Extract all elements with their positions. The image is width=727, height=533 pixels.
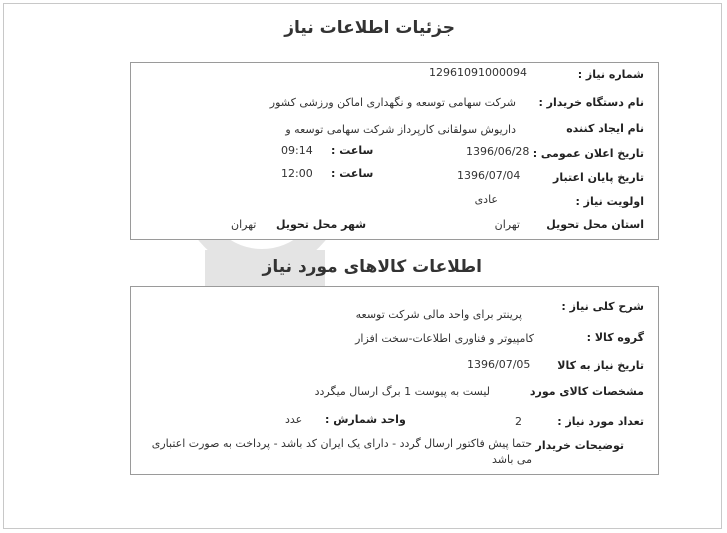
quantity-label: تعداد مورد نیاز : — [557, 415, 644, 428]
description-value: پرینتر برای واحد مالی شرکت توسعه — [355, 308, 522, 321]
group-label: گروه کالا : — [586, 331, 644, 344]
buyer-label: نام دستگاه خریدار : — [538, 96, 644, 109]
province-label: استان محل تحویل — [546, 218, 644, 231]
announce-time-label: ساعت : — [331, 144, 374, 157]
unit-value: عدد — [285, 413, 303, 426]
need-date-value: 1396/07/05 — [467, 358, 531, 371]
specs-value: لیست به پیوست 1 برگ ارسال میگردد — [314, 385, 490, 398]
city-label: شهر محل تحویل — [276, 218, 367, 231]
goods-details-box — [130, 286, 659, 475]
announce-time-value: 09:14 — [281, 144, 313, 157]
need-details-box — [130, 62, 659, 240]
buyer-notes-line1: حتما پیش فاکتور ارسال گردد - دارای یک ایران کد باشد - پرداخت به صورت اعتباری — [151, 437, 532, 450]
description-label: شرح کلی نیاز : — [561, 300, 644, 313]
quantity-value: 2 — [515, 415, 522, 428]
creator-value: داریوش سولقانی کارپرداز شرکت سهامی توسعه و — [285, 123, 516, 136]
unit-label: واحد شمارش : — [325, 413, 406, 426]
deadline-time-label: ساعت : — [331, 167, 374, 180]
deadline-time-value: 12:00 — [281, 167, 313, 180]
deadline-date-label: تاریخ پایان اعتبار — [553, 171, 644, 184]
need-number-value: 12961091000094 — [429, 66, 527, 79]
need-number-label: شماره نیاز : — [577, 68, 644, 81]
page-title: جزئیات اطلاعات نیاز — [284, 18, 455, 38]
city-value: تهران — [231, 218, 257, 231]
specs-label: مشخصات کالای مورد — [529, 385, 644, 398]
buyer-notes-label: توضیحات خریدار — [535, 439, 624, 452]
buyer-value: شرکت سهامی توسعه و نگهداری اماکن ورزشی کشور — [269, 96, 516, 109]
need-date-label: تاریخ نیاز به کالا — [557, 359, 644, 372]
province-value: تهران — [494, 218, 520, 231]
priority-value: عادی — [474, 193, 498, 206]
priority-label: اولویت نیاز : — [575, 195, 644, 208]
creator-label: نام ایجاد کننده — [566, 122, 644, 135]
goods-section-title: اطلاعات کالاهای مورد نیاز — [262, 257, 482, 277]
group-value: کامپیوتر و فناوری اطلاعات-سخت افزار — [355, 332, 534, 345]
announce-date-label: تاریخ اعلان عمومی : — [532, 147, 644, 160]
deadline-date-value: 1396/07/04 — [457, 169, 521, 182]
buyer-notes-line2: می باشد — [492, 453, 532, 466]
announce-date-value: 1396/06/28 — [466, 145, 530, 158]
